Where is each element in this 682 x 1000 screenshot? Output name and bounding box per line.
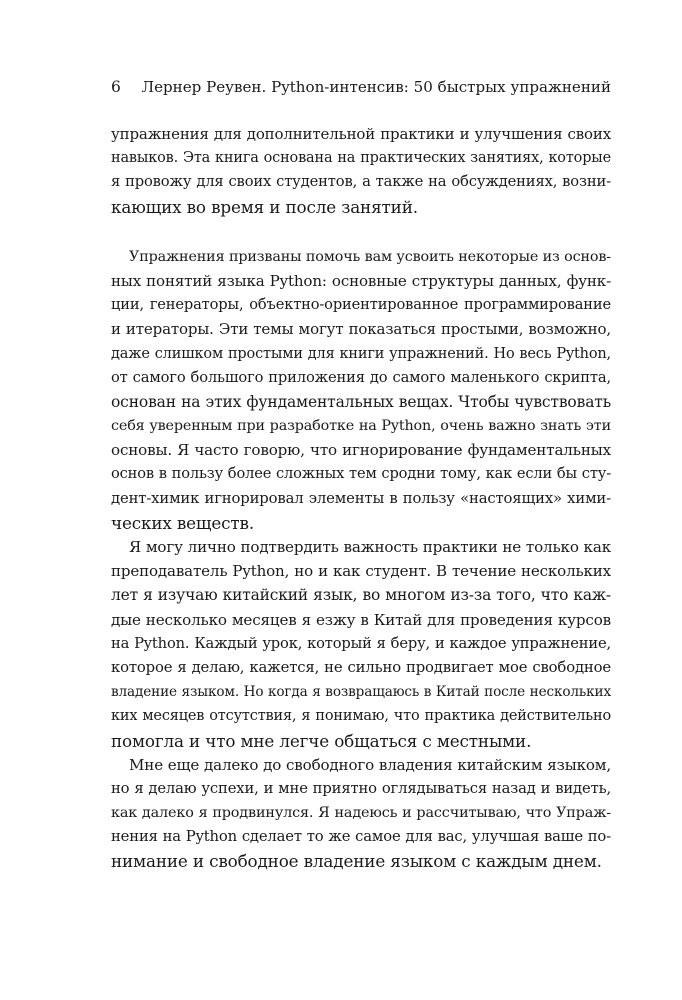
text-line: преподаватель Python, но и как студент. В течение нескольких xyxy=(111,562,611,581)
text-line: дые несколько месяцев я езжу в Китай для проведения курсов xyxy=(111,610,611,629)
paragraph-gap xyxy=(111,219,611,245)
text-line: даже слишком простыми для книги упражнений. Но весь Python, xyxy=(111,345,611,362)
text-line: основы. Я часто говорю, что игнорирование фундаментальных xyxy=(111,441,611,460)
text-line: и итераторы. Эти темы могут показаться простыми, возможно, xyxy=(111,320,611,339)
text-line: Упражнения призваны помочь вам усвоить некоторые из основ- xyxy=(129,248,611,265)
body-text xyxy=(111,122,611,874)
running-title: Лернер Реувен. Python-интенсив: 50 быстрых упражнений xyxy=(141,78,611,96)
text-line: основан на этих фундаментальных вещах. Чтобы чувствовать xyxy=(111,392,611,411)
text-line: ных понятий языка Python: основные структуры данных, функ- xyxy=(111,271,611,290)
paragraph-2 xyxy=(111,245,611,535)
text-line: на Python. Каждый урок, который я беру, и каждое упражнение, xyxy=(111,634,611,652)
page-number: 6 xyxy=(111,78,121,96)
text-line: упражнения для дополнительной практики и улучшения своих xyxy=(111,125,611,143)
paragraph-3 xyxy=(111,535,611,753)
paragraph-4 xyxy=(111,753,611,874)
text-line: ции, генераторы, объектно-ориентированное программирование xyxy=(111,296,611,314)
text-line: лет я изучаю китайский язык, во многом из-за того, что каж- xyxy=(111,586,611,605)
paragraph-1 xyxy=(111,122,611,219)
text-line: но я делаю успехи, и мне приятно оглядываться назад и видеть, xyxy=(111,779,611,797)
text-line: навыков. Эта книга основана на практических занятиях, которые xyxy=(111,150,611,167)
text-line: ческих веществ. xyxy=(111,512,255,533)
text-line: помогла и что мне легче общаться с местными. xyxy=(111,730,532,751)
text-line: нимание и свободное владение языком с каждым днем. xyxy=(111,851,602,872)
text-line: Мне еще далеко до свободного владения китайским языком, xyxy=(129,755,611,774)
text-line: нения на Python сделает то же самое для вас, улучшая ваше по- xyxy=(111,828,611,846)
text-line: от самого большого приложения до самого маленького скрипта, xyxy=(111,368,611,386)
text-line: Я могу лично подтвердить важность практики не только как xyxy=(129,538,611,556)
text-line: дент-химик игнорировал элементы в пользу «настоящих» хими- xyxy=(111,489,611,507)
text-line: которое я делаю, кажется, не сильно продвигает мое свободное xyxy=(111,658,611,676)
text-line: я провожу для своих студентов, а также на обсуждениях, возни- xyxy=(111,173,611,191)
text-line: себя уверенным при разработке на Python, очень важно знать эти xyxy=(111,418,611,435)
text-line: кающих во время и после занятий. xyxy=(111,196,418,217)
text-line: ких месяцев отсутствия, я понимаю, что практика действительно xyxy=(111,708,611,725)
running-header xyxy=(111,78,611,100)
text-line: владение языком. Но когда я возвращаюсь в Китай после нескольких xyxy=(111,684,611,701)
text-line: как далеко я продвинулся. Я надеюсь и рассчитываю, что Упраж- xyxy=(111,805,611,822)
text-line: основ в пользу более сложных тем сродни тому, как если бы сту- xyxy=(111,465,611,483)
